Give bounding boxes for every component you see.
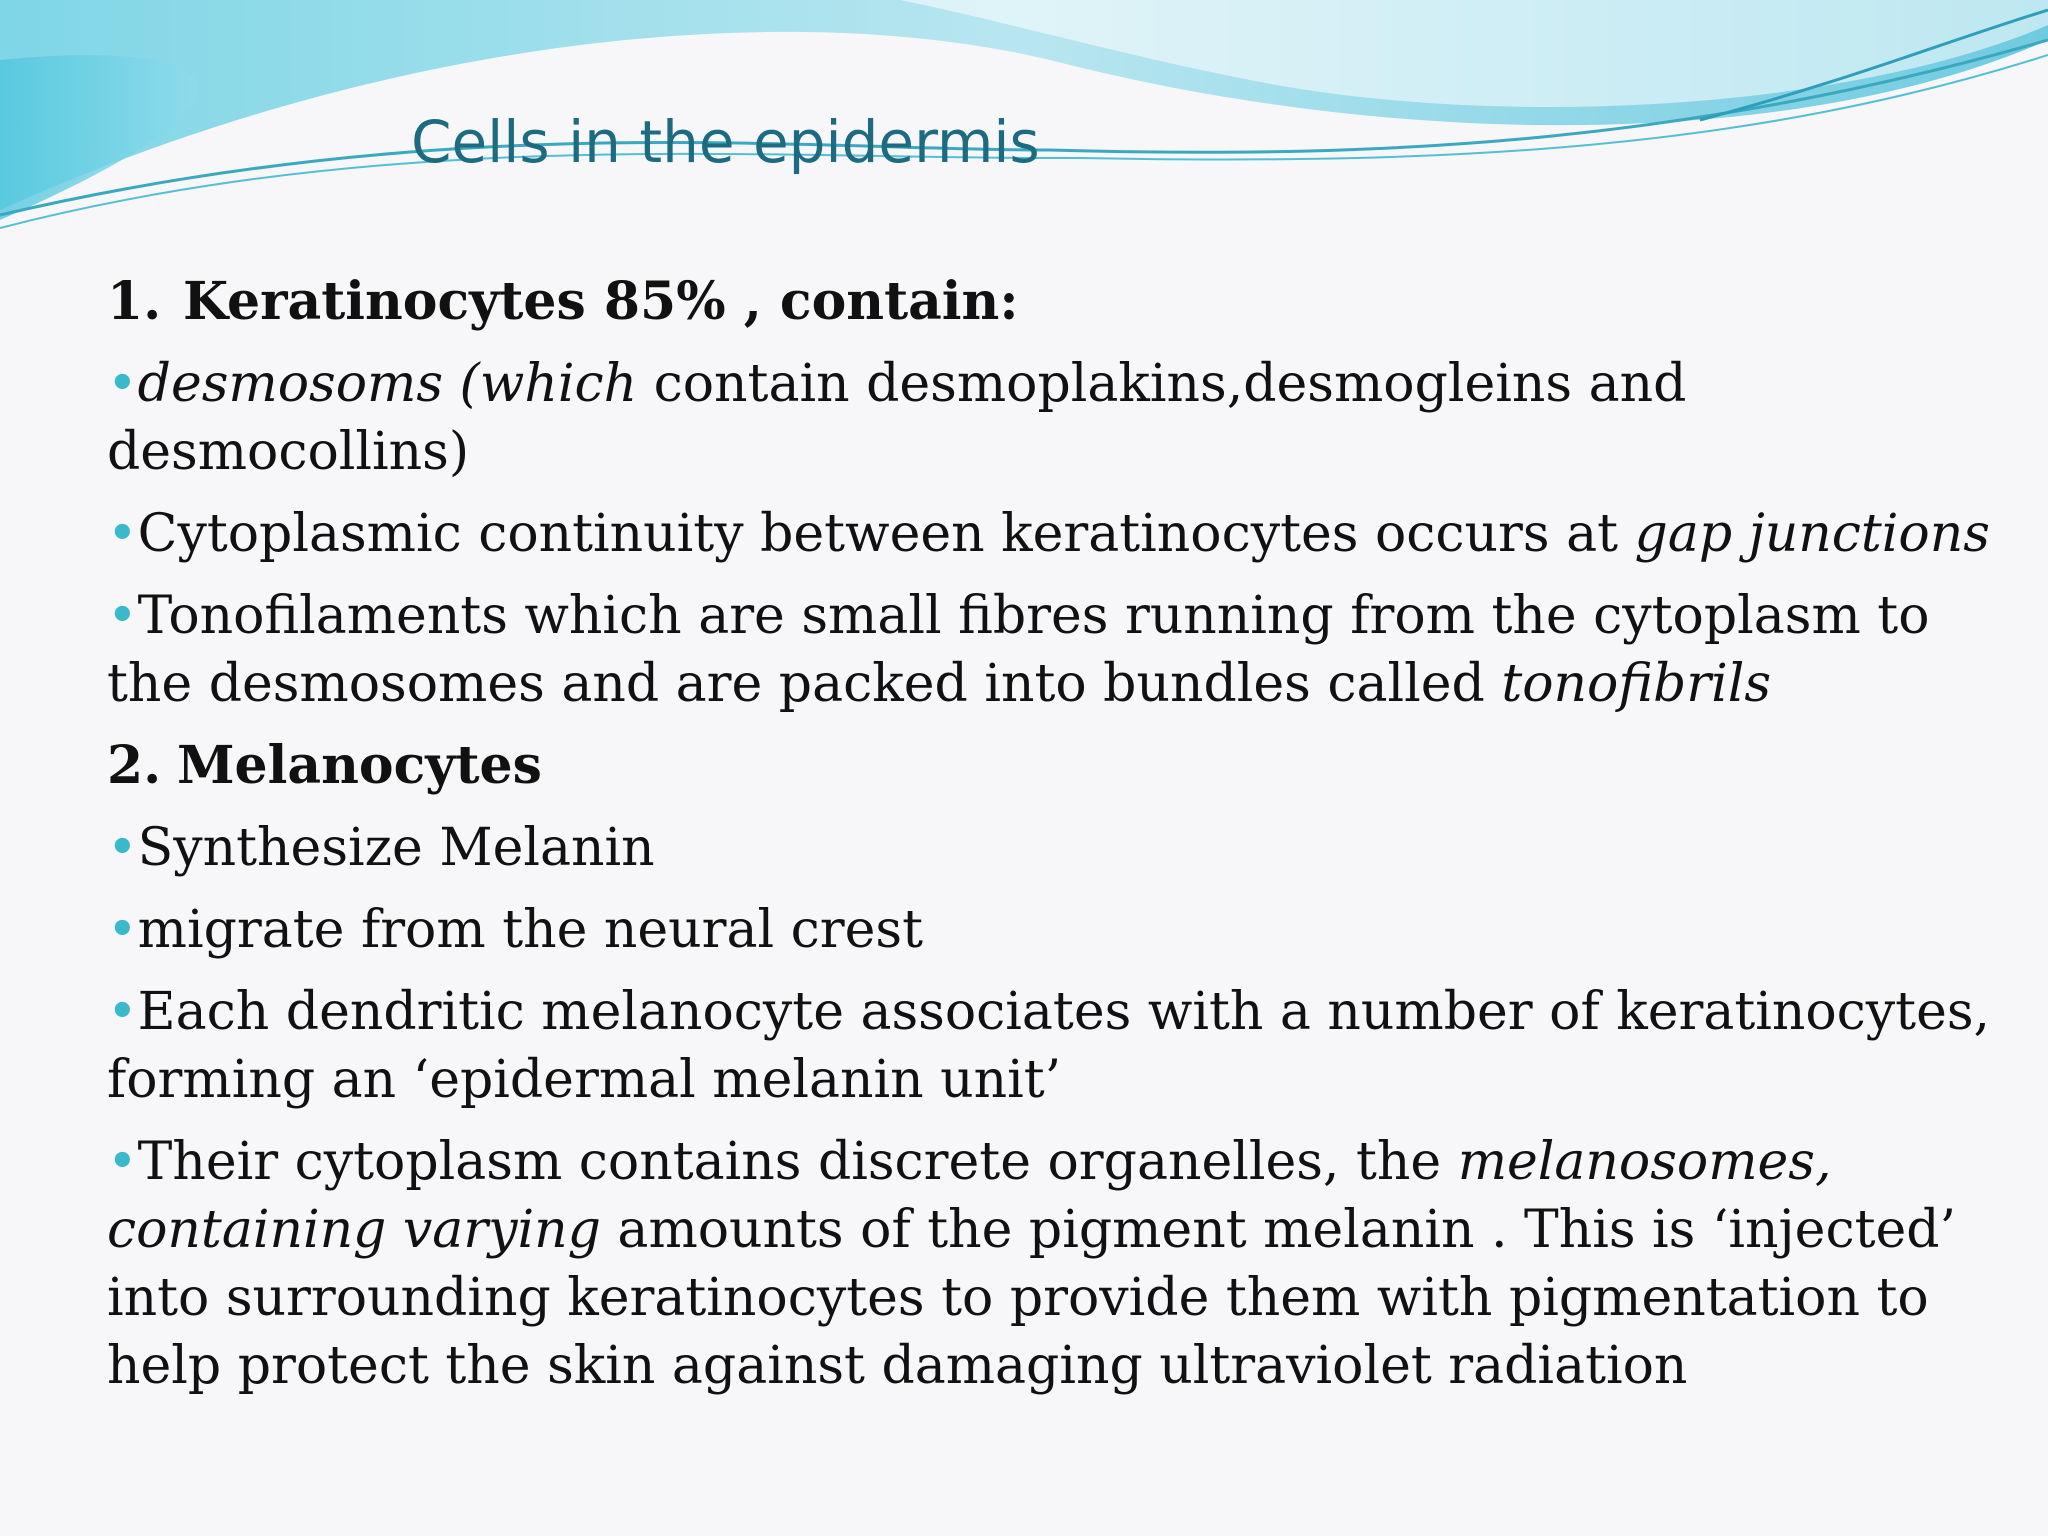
bullet-dot-icon: •	[107, 1132, 138, 1192]
bullet-text-italic: tonofibrils	[1501, 654, 1772, 714]
section-number: 2.	[107, 735, 162, 796]
bullet-text-italic: desmosoms (which	[137, 354, 638, 414]
bullet-item	[107, 582, 2007, 718]
bullet-text: Cytoplasmic continuity between keratinocytes occurs at	[137, 504, 1635, 564]
section-number: 1.	[107, 271, 162, 332]
section-heading	[107, 732, 2007, 800]
bullet-item	[107, 350, 2007, 486]
bullet-dot-icon: •	[107, 504, 138, 564]
bullet-dot-icon: •	[107, 818, 138, 878]
bullet-item	[107, 1128, 2007, 1400]
bullet-dot-icon: •	[107, 900, 138, 960]
bullet-text-italic: gap junctions	[1634, 504, 1990, 564]
section-heading-text: Melanocytes	[177, 735, 542, 796]
bullet-text: amounts of the pigment melanin . This is ‘injected’ into surrounding keratinocytes to provide them with pigmentation to help protect the skin against damaging ultraviolet radiation	[107, 1200, 1957, 1396]
section-heading-text: Keratinocytes 85% , contain:	[183, 271, 1019, 332]
bullet-text: Each dendritic melanocyte associates with a number of keratinocytes, forming an ‘epidermal melanin unit’	[107, 982, 1991, 1110]
bullet-text: Their cytoplasm contains discrete organelles, the	[137, 1132, 1458, 1192]
bullet-dot-icon: •	[107, 586, 138, 646]
bullet-text: migrate from the neural crest	[137, 900, 924, 960]
bullet-item	[107, 978, 2007, 1114]
bullet-dot-icon: •	[107, 982, 138, 1042]
bullet-text-italic: melanosomes, containing varying	[107, 1132, 1832, 1260]
bullet-text: Tonofilaments which are small fibres running from the cytoplasm to the desmosomes and are packed into bundles called	[107, 586, 1930, 714]
bullet-dot-icon: •	[107, 354, 138, 414]
bullet-item	[107, 896, 2007, 964]
bullet-text: Synthesize Melanin	[137, 818, 655, 878]
slide-body	[107, 268, 2007, 1414]
bullet-item	[107, 814, 2007, 882]
bullet-text: contain desmoplakins,desmogleins and desmocollins)	[107, 354, 1687, 482]
section-heading	[107, 268, 2007, 336]
slide-title: Cells in the epidermis	[411, 108, 1040, 176]
bullet-item	[107, 500, 2007, 568]
